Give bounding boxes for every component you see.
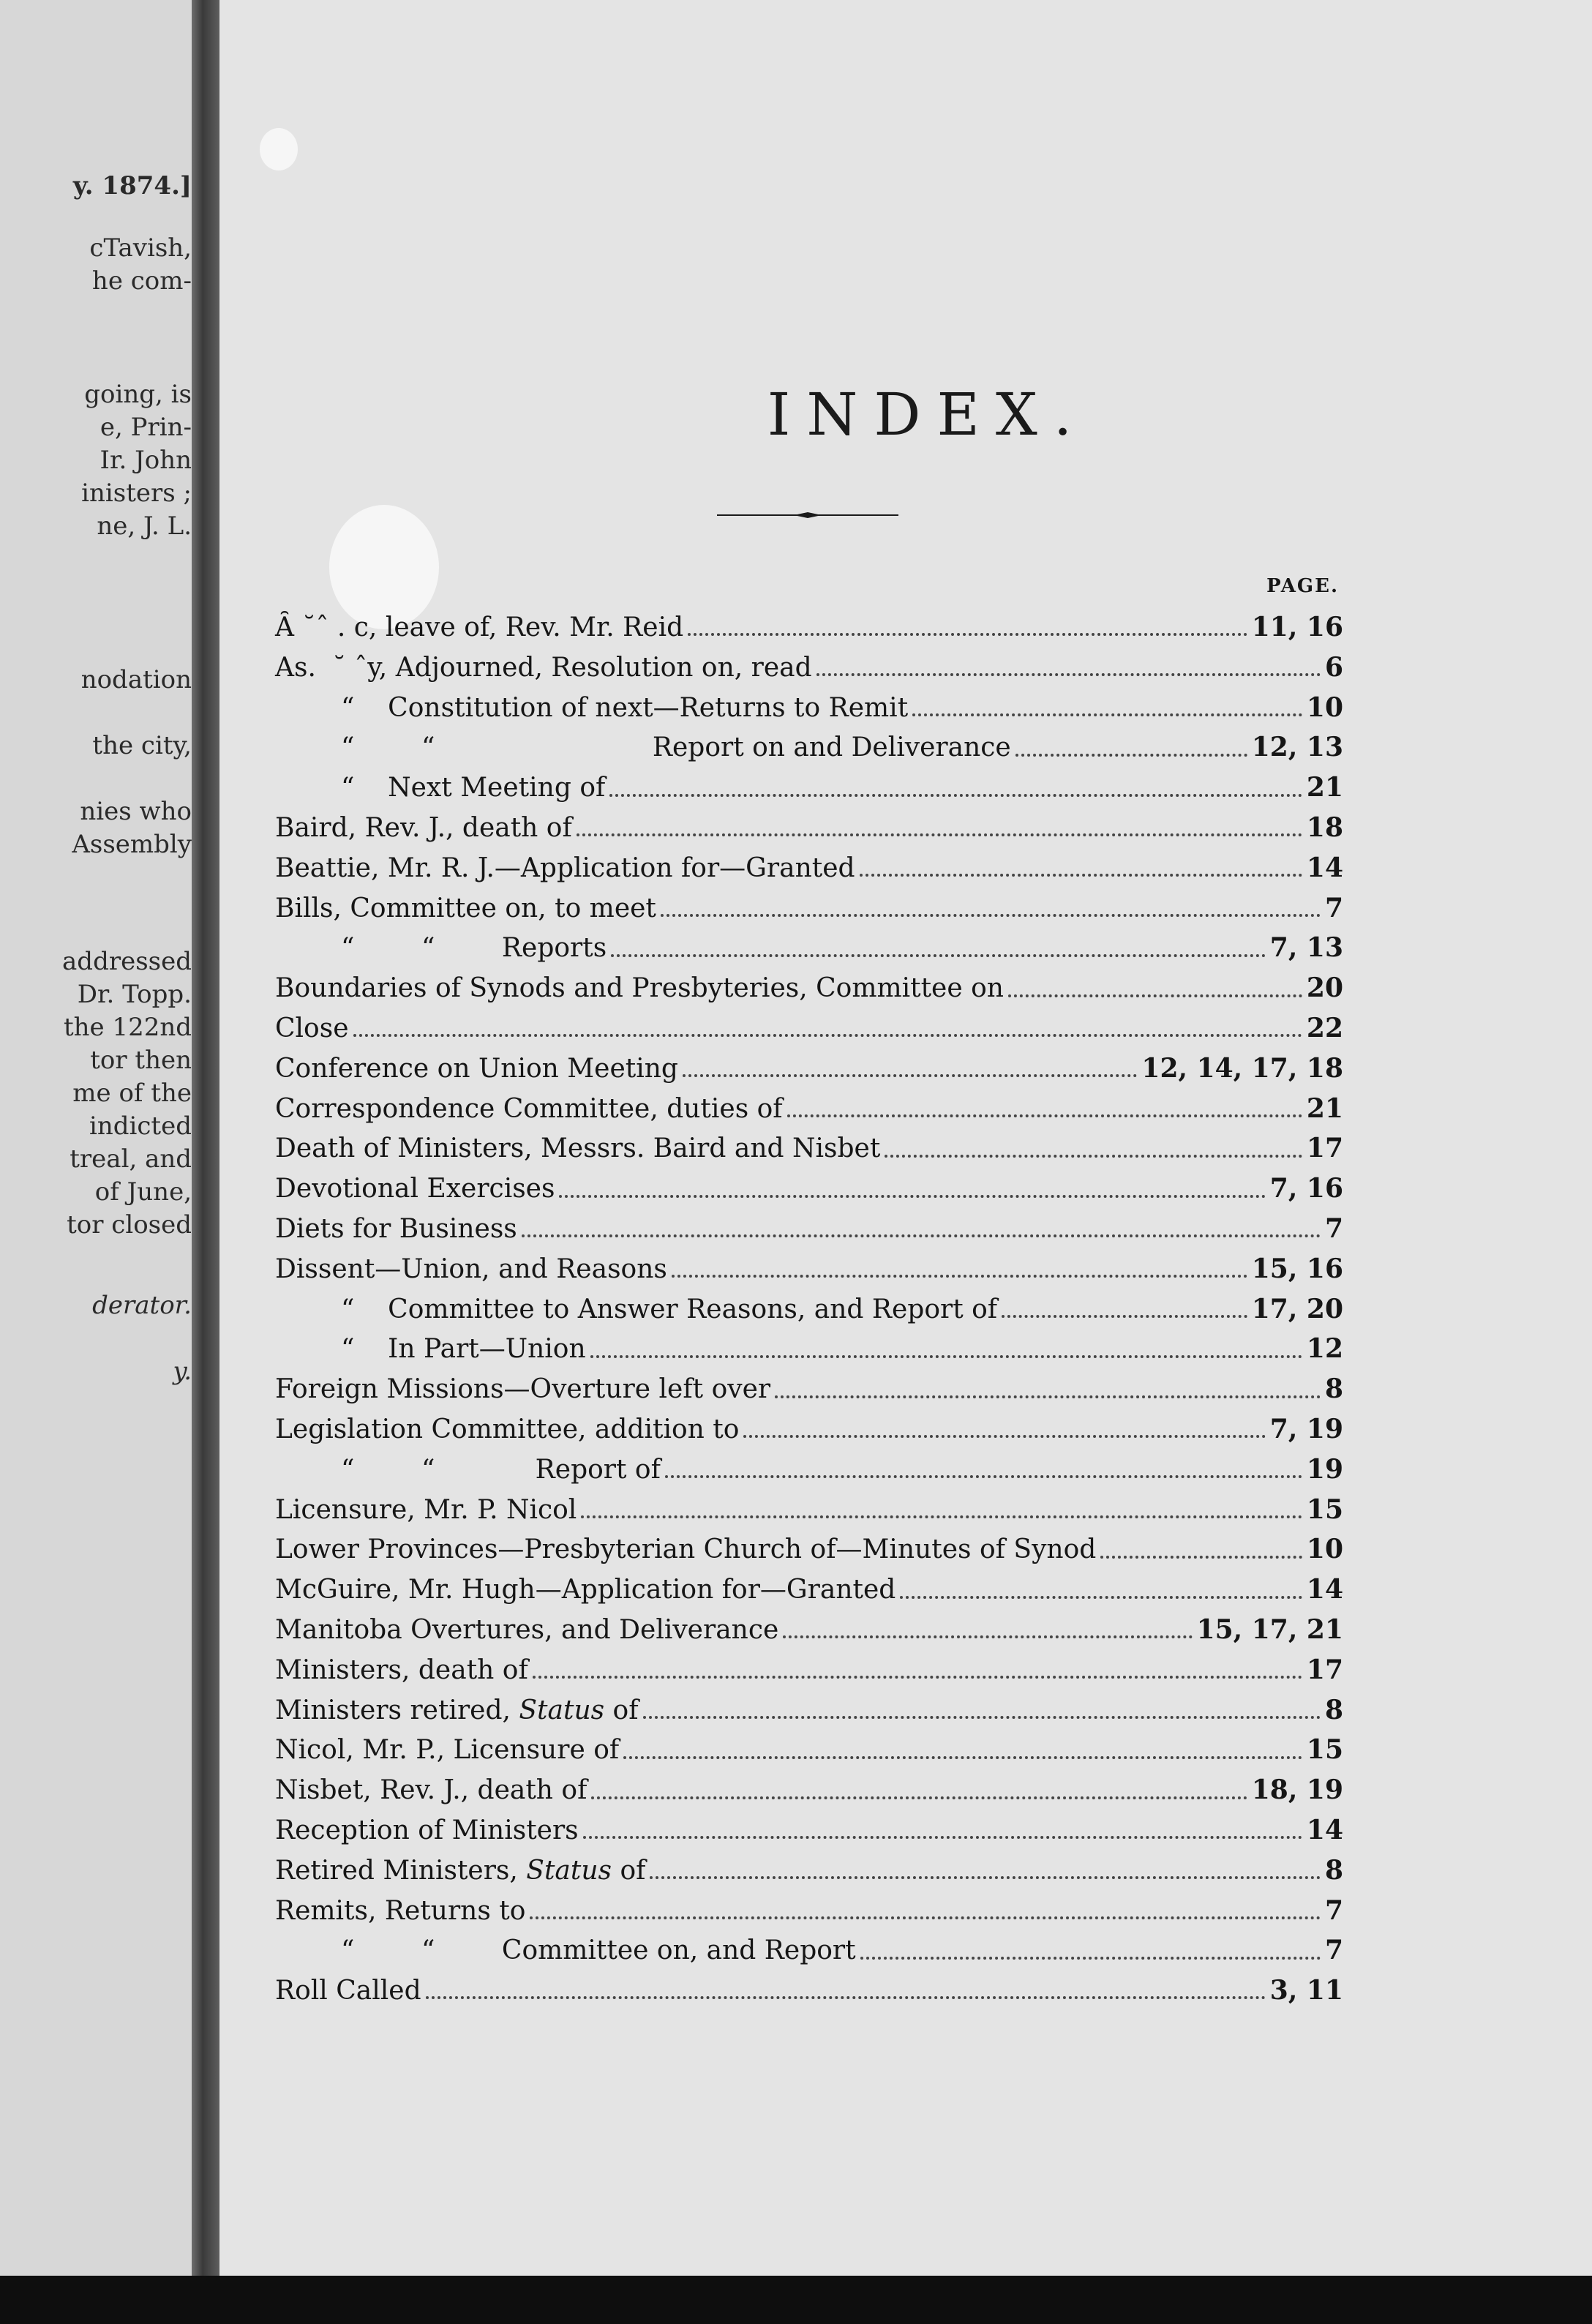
index-entry — [275, 968, 1343, 1008]
index-entry — [275, 1209, 1343, 1249]
index-entry-pages: 7, 16 — [1269, 1173, 1343, 1204]
index-entry-label: Death of Ministers, Messrs. Baird and Nisbet — [275, 1133, 881, 1164]
index-entry — [275, 1810, 1343, 1851]
dot-leader — [1015, 754, 1247, 757]
dot-leader — [583, 1836, 1302, 1839]
index-entry-label: Boundaries of Synods and Presbyteries, Committee on — [275, 973, 1004, 1004]
dot-leader — [787, 1114, 1302, 1117]
index-entry-pages: 12 — [1306, 1333, 1343, 1365]
index-entry-label: “ “ Report on and Deliverance — [341, 732, 1011, 763]
margin-text-fragment: Ir. John — [100, 446, 192, 475]
index-entry-label: Dissent—Union, and Reasons — [275, 1253, 667, 1284]
index-entry-pages: 15, 16 — [1251, 1253, 1343, 1284]
dot-leader — [885, 1155, 1302, 1158]
index-entry — [275, 727, 1343, 768]
dot-leader — [1008, 994, 1302, 997]
margin-text-fragment: derator. — [92, 1291, 192, 1320]
index-entry — [275, 1409, 1343, 1450]
left-page-fragment — [0, 0, 192, 2276]
index-entry-label: “ Constitution of next—Returns to Remit — [341, 692, 909, 723]
margin-text-fragment: the 122nd — [63, 1013, 192, 1042]
index-entry-label: Ministers, death of — [275, 1654, 528, 1685]
margin-text-fragment: nodation — [80, 665, 192, 694]
index-entry — [275, 1570, 1343, 1610]
index-entry-label: Foreign Missions—Overture left over — [275, 1374, 771, 1405]
index-entry — [275, 1690, 1343, 1731]
index-entry-pages: 8 — [1324, 1854, 1343, 1886]
dot-leader — [743, 1435, 1265, 1438]
index-entry — [275, 808, 1343, 848]
index-entry-label: Devotional Exercises — [275, 1174, 555, 1204]
index-entry-label: “ “ Report of — [341, 1454, 661, 1485]
index-entry-pages: 12, 13 — [1251, 732, 1343, 763]
margin-text-fragment: e, Prin- — [100, 413, 192, 442]
index-entry-pages: 21 — [1306, 1092, 1343, 1124]
index-entry — [275, 1329, 1343, 1369]
index-entry-pages: 7 — [1324, 1212, 1343, 1244]
index-entry-label: Beattie, Mr. R. J.—Application for—Granted — [275, 852, 855, 883]
index-entry-pages: 14 — [1306, 852, 1343, 883]
index-entry — [275, 1891, 1343, 1931]
dot-leader — [522, 1234, 1321, 1237]
margin-text-fragment: tor then — [90, 1046, 192, 1075]
margin-text-fragment: he com- — [91, 266, 192, 296]
margin-text-fragment: nies who — [80, 797, 192, 826]
index-entry — [275, 1529, 1343, 1570]
dot-leader — [590, 1355, 1302, 1358]
index-entry-pages: 15 — [1306, 1493, 1343, 1525]
margin-text-fragment: tor closed — [67, 1210, 192, 1240]
index-entry — [275, 888, 1343, 929]
dot-leader — [577, 833, 1302, 836]
index-entry — [275, 768, 1343, 808]
margin-text-fragment: y. 1874.] — [72, 171, 192, 200]
index-entry-label: Roll Called — [275, 1976, 421, 2006]
index-entry-pages: 17, 20 — [1251, 1293, 1343, 1324]
index-entry-label: Reception of Ministers — [275, 1815, 579, 1845]
dot-leader — [591, 1796, 1247, 1799]
dot-leader — [775, 1395, 1321, 1398]
margin-text-fragment: Dr. Topp. — [77, 980, 192, 1009]
index-entry — [275, 1089, 1343, 1129]
index-entry — [275, 1249, 1343, 1289]
index-entry-pages: 17 — [1306, 1654, 1343, 1685]
index-entry — [275, 1490, 1343, 1530]
index-entry-label: “ “ Committee on, and Report — [341, 1935, 856, 1966]
margin-text-fragment: going, is — [84, 380, 192, 409]
index-entry — [275, 1450, 1343, 1490]
index-page — [219, 0, 1592, 2276]
index-entry-label: Conference on Union Meeting — [275, 1053, 678, 1084]
dot-leader — [426, 1996, 1266, 1999]
index-entry-pages: 7 — [1324, 892, 1343, 923]
dot-leader — [816, 673, 1321, 676]
dot-leader — [611, 954, 1266, 957]
margin-text-fragment: ne, J. L. — [97, 511, 192, 541]
index-entry-pages: 14 — [1306, 1814, 1343, 1845]
index-entry-label: Correspondence Committee, duties of — [275, 1093, 783, 1124]
index-entry-label: Retired Ministers, Status of — [275, 1855, 646, 1886]
index-entry-label: Ȃ ˘ˆ . c, leave of, Rev. Mr. Reid — [275, 612, 684, 642]
index-entry-pages: 7, 19 — [1269, 1413, 1343, 1444]
index-entry-pages: 10 — [1306, 691, 1343, 723]
dot-leader — [683, 1074, 1137, 1077]
index-entry-label: Nicol, Mr. P., Licensure of — [275, 1735, 620, 1766]
index-entry-pages: 19 — [1306, 1453, 1343, 1485]
index-entry — [275, 648, 1343, 688]
index-entry-label: Bills, Committee on, to meet — [275, 893, 656, 923]
dot-leader — [643, 1716, 1321, 1719]
dot-leader — [650, 1876, 1320, 1879]
dot-leader — [530, 1916, 1321, 1919]
margin-text-fragment: Assembly — [72, 830, 192, 859]
index-entry — [275, 1851, 1343, 1891]
index-entry — [275, 1971, 1343, 2011]
index-entry-pages: 20 — [1306, 972, 1343, 1004]
dot-leader — [860, 874, 1302, 877]
index-list — [275, 607, 1343, 2011]
dot-leader — [688, 633, 1247, 636]
dot-leader — [661, 914, 1321, 917]
index-entry-label: Ministers retired, Status of — [275, 1695, 639, 1725]
index-entry — [275, 1730, 1343, 1770]
index-entry — [275, 1289, 1343, 1330]
index-entry-label: “ “ Reports — [341, 933, 607, 964]
index-entry-pages: 14 — [1306, 1574, 1343, 1605]
index-entry-label: Licensure, Mr. P. Nicol — [275, 1494, 577, 1525]
index-entry — [275, 1650, 1343, 1690]
paper-blemish — [260, 128, 298, 170]
title-rule — [717, 512, 898, 518]
index-entry — [275, 1008, 1343, 1049]
index-entry-pages: 8 — [1324, 1373, 1343, 1405]
index-entry-pages: 18, 19 — [1251, 1774, 1343, 1806]
margin-text-fragment: me of the — [72, 1079, 192, 1108]
margin-text-fragment: y. — [173, 1357, 192, 1386]
index-entry — [275, 1128, 1343, 1169]
margin-text-fragment: the city, — [92, 731, 192, 760]
dot-leader — [623, 1756, 1302, 1759]
dot-leader — [672, 1275, 1247, 1278]
dot-leader — [609, 794, 1302, 797]
index-entry — [275, 1169, 1343, 1209]
dot-leader — [1100, 1556, 1302, 1559]
index-entry-pages: 12, 14, 17, 18 — [1141, 1052, 1343, 1084]
index-entry — [275, 688, 1343, 728]
dot-leader — [559, 1195, 1265, 1198]
index-entry-label: As. ˘ ˆy, Adjourned, Resolution on, read — [275, 652, 812, 683]
page-title: INDEX. — [767, 381, 1089, 449]
index-entry — [275, 848, 1343, 888]
index-entry-label: Legislation Committee, addition to — [275, 1414, 740, 1444]
index-entry-pages: 22 — [1306, 1012, 1343, 1043]
index-entry-pages: 15, 17, 21 — [1196, 1613, 1343, 1645]
index-entry-label: Baird, Rev. J., death of — [275, 812, 572, 843]
index-entry — [275, 1049, 1343, 1089]
index-entry-pages: 7, 13 — [1269, 932, 1343, 964]
index-entry-label: Diets for Business — [275, 1213, 517, 1244]
index-entry-label: “ Committee to Answer Reasons, and Report of — [341, 1294, 998, 1324]
index-entry — [275, 1369, 1343, 1409]
margin-text-fragment: indicted — [89, 1112, 192, 1141]
index-entry-pages: 18 — [1306, 811, 1343, 843]
index-entry — [275, 1610, 1343, 1650]
index-entry-pages: 8 — [1324, 1694, 1343, 1725]
index-entry-pages: 7 — [1324, 1935, 1343, 1966]
dot-leader — [581, 1515, 1302, 1518]
dot-leader — [783, 1635, 1192, 1638]
margin-text-fragment: of June, — [94, 1177, 192, 1207]
dot-leader — [353, 1034, 1302, 1037]
index-entry-label: Nisbet, Rev. J., death of — [275, 1775, 587, 1806]
scan-border — [0, 2276, 1592, 2324]
index-entry-label: Manitoba Overtures, and Deliverance — [275, 1614, 779, 1645]
dot-leader — [860, 1957, 1321, 1960]
index-entry-label: McGuire, Mr. Hugh—Application for—Granted — [275, 1575, 896, 1605]
margin-text-fragment: inisters ; — [81, 479, 192, 508]
index-entry-label: Lower Provinces—Presbyterian Church of—Minutes of Synod — [275, 1534, 1097, 1565]
dot-leader — [1002, 1315, 1247, 1318]
index-entry-pages: 7 — [1324, 1894, 1343, 1926]
index-entry-pages: 21 — [1306, 772, 1343, 803]
index-entry — [275, 928, 1343, 968]
index-entry-label: “ In Part—Union — [341, 1334, 586, 1365]
index-entry — [275, 1770, 1343, 1810]
index-entry — [275, 1930, 1343, 1971]
page-column-header: PAGE. — [1266, 575, 1339, 597]
index-entry-pages: 3, 11 — [1269, 1975, 1343, 2006]
dot-leader — [900, 1596, 1302, 1599]
index-entry-label: Remits, Returns to — [275, 1895, 526, 1926]
dot-leader — [533, 1676, 1302, 1679]
index-entry-pages: 6 — [1324, 651, 1343, 683]
index-entry-pages: 15 — [1306, 1734, 1343, 1766]
dot-leader — [665, 1475, 1302, 1478]
index-entry-label: “ Next Meeting of — [341, 773, 606, 803]
margin-text-fragment: treal, and — [70, 1144, 192, 1174]
margin-text-fragment: cTavish, — [89, 233, 192, 263]
margin-text-fragment: addressed — [62, 947, 192, 976]
index-entry-pages: 10 — [1306, 1534, 1343, 1565]
index-entry-pages: 17 — [1306, 1133, 1343, 1164]
index-entry-label: Close — [275, 1013, 349, 1043]
dot-leader — [912, 713, 1302, 716]
index-entry-pages: 11, 16 — [1251, 612, 1343, 642]
book-spine — [192, 0, 219, 2276]
index-entry — [275, 607, 1343, 648]
